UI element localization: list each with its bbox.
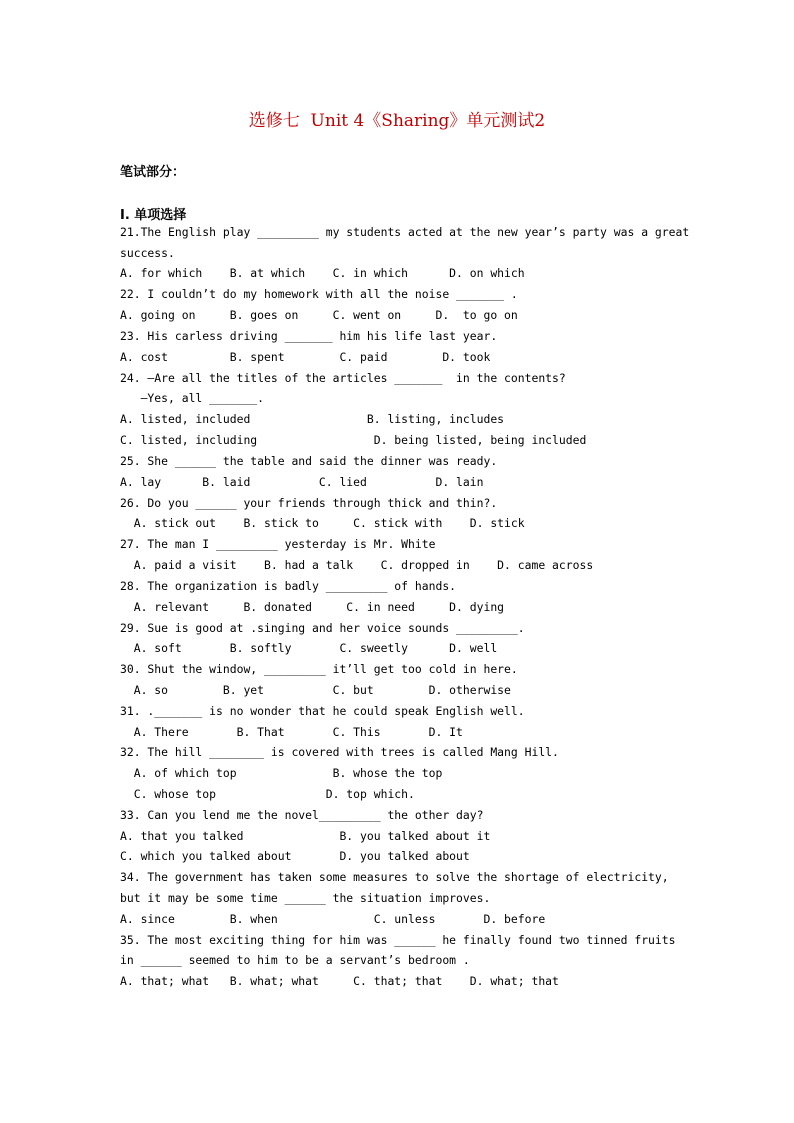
- question-line: 35. The most exciting thing for him was ______ he finally found two tinned fruits: [120, 933, 676, 947]
- options-line: A. lay B. laid C. lied D. lain: [120, 475, 484, 489]
- question-line: success.: [120, 246, 175, 260]
- options-line: A. for which B. at which C. in which D. on which: [120, 266, 525, 280]
- options-line: A. relevant B. donated C. in need D. dying: [120, 600, 505, 614]
- options-line: A. that; what B. what; what C. that; that D. what; that: [120, 974, 559, 988]
- question-line: 21.The English play _________ my students acted at the new year’s party was a great: [120, 225, 690, 239]
- question-line: 23. His carless driving _______ him his life last year.: [120, 329, 498, 343]
- question-line: 30. Shut the window, _________ it’ll get too cold in here.: [120, 662, 518, 676]
- options-line: A. since B. when C. unless D. before: [120, 912, 546, 926]
- options-line: A. listed, included B. listing, includes: [120, 412, 505, 426]
- question-line: 33. Can you lend me the novel_________ the other day?: [120, 808, 484, 822]
- question-line: 32. The hill ________ is covered with trees is called Mang Hill.: [120, 745, 559, 759]
- options-line: C. which you talked about D. you talked about: [120, 849, 470, 863]
- options-line: A. so B. yet C. but D. otherwise: [120, 683, 511, 697]
- options-line: A. paid a visit B. had a talk C. dropped in D. came across: [120, 558, 594, 572]
- question-line: 26. Do you ______ your friends through thick and thin?.: [120, 496, 498, 510]
- section-heading-written-test: 笔试部分：: [120, 165, 186, 180]
- options-line: A. There B. That C. This D. It: [120, 725, 463, 739]
- options-line: A. soft B. softly C. sweetly D. well: [120, 641, 498, 655]
- options-line: A. of which top B. whose the top: [120, 766, 443, 780]
- question-line: 25. She ______ the table and said the dinner was ready.: [120, 454, 498, 468]
- question-line: —Yes, all _______.: [120, 391, 265, 405]
- options-line: C. whose top D. top which.: [120, 787, 415, 801]
- question-line: 27. The man I _________ yesterday is Mr. White: [120, 537, 436, 551]
- question-line: 22. I couldn’t do my homework with all the noise _______ .: [120, 287, 518, 301]
- question-line: 24. —Are all the titles of the articles _______ in the contents?: [120, 371, 566, 385]
- question-line: 34. The government has taken some measures to solve the shortage of electricity,: [120, 870, 669, 884]
- question-line: in ______ seemed to him to be a servant’s bedroom .: [120, 953, 470, 967]
- question-line: but it may be some time ______ the situation improves.: [120, 891, 491, 905]
- section-heading-single-choice: I. 单项选择: [120, 208, 187, 223]
- options-line: A. going on B. goes on C. went on D. to go on: [120, 308, 518, 322]
- options-line: A. stick out B. stick to C. stick with D. stick: [120, 516, 525, 530]
- options-line: A. that you talked B. you talked about it: [120, 829, 491, 843]
- options-line: C. listed, including D. being listed, being included: [120, 433, 587, 447]
- options-line: A. cost B. spent C. paid D. took: [120, 350, 491, 364]
- question-line: 31. ._______ is no wonder that he could speak English well.: [120, 704, 525, 718]
- question-line: 29. Sue is good at .singing and her voice sounds _________.: [120, 621, 525, 635]
- document-title: 选修七 Unit 4《Sharing》单元测试2: [248, 111, 546, 131]
- question-line: 28. The organization is badly _________ of hands.: [120, 579, 457, 593]
